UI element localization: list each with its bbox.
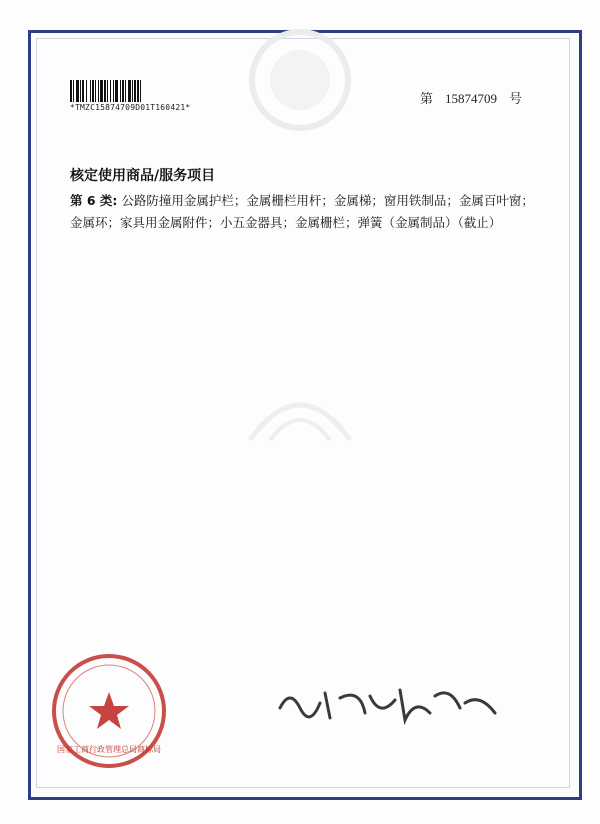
goods-heading: 核定使用商品/服务项目 [70, 168, 216, 184]
seal-text: 国家工商行政管理总局商标局 [57, 745, 161, 754]
handwritten-signature-icon [270, 678, 520, 728]
registration-prefix: 第 [420, 92, 434, 107]
goods-items: 公路防撞用金属护栏；金属栅栏用杆；金属梯；窗用铁制品；金属百叶窗；金属环；家具用金属附件；小五金器具；金属栅栏；弹簧（金属制品）（截止） [70, 193, 534, 230]
registration-number [420, 88, 522, 107]
barcode-bar [141, 80, 143, 102]
registration-suffix: 号 [509, 92, 523, 107]
barcode-text: *TMZC15874709D01T160421* [70, 103, 191, 112]
barcode [70, 80, 220, 112]
red-star-seal-icon [50, 652, 168, 770]
barcode-bars [70, 80, 220, 102]
goods-class-label: 第 6 类: [70, 193, 118, 208]
registration-number-value: 15874709 [445, 91, 498, 106]
goods-list [70, 190, 540, 234]
